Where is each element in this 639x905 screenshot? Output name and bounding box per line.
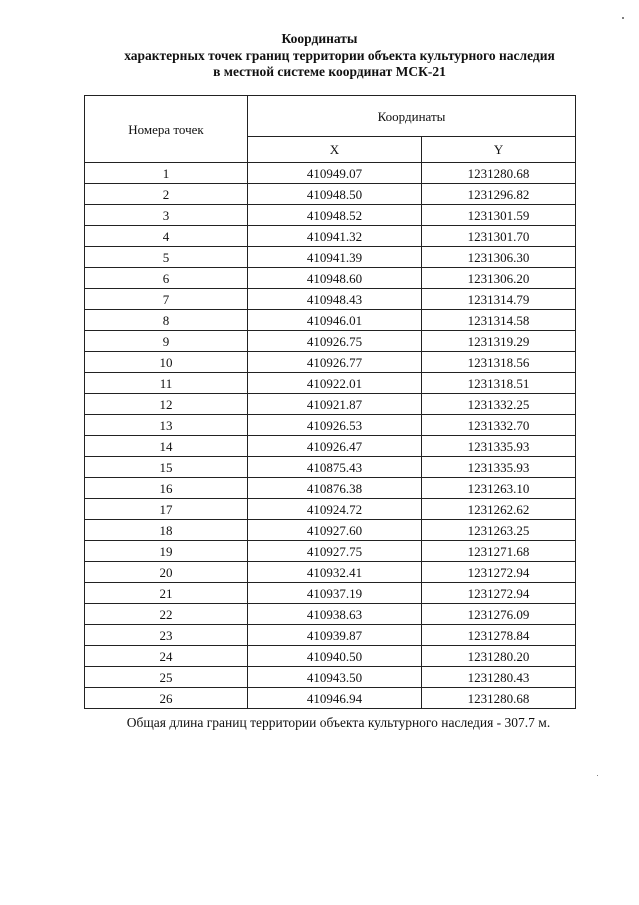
point-number-cell: 14 [85, 436, 248, 457]
y-coordinate-cell: 1231301.70 [422, 226, 576, 247]
x-coordinate-cell: 410939.87 [248, 625, 422, 646]
document-subtitle-system: в местной системе координат МСК-21 [213, 64, 446, 79]
table-row [85, 562, 576, 583]
point-number-cell: 22 [85, 604, 248, 625]
x-coordinate-cell: 410949.07 [248, 163, 422, 184]
y-coordinate-cell: 1231272.94 [422, 583, 576, 604]
header-y: Y [422, 137, 576, 163]
table-row [85, 310, 576, 331]
x-coordinate-cell: 410941.39 [248, 247, 422, 268]
y-coordinate-cell: 1231318.56 [422, 352, 576, 373]
table-row [85, 541, 576, 562]
document-title: Координаты [281, 31, 358, 46]
scan-speck [622, 17, 624, 19]
point-number-cell: 8 [85, 310, 248, 331]
y-coordinate-cell: 1231276.09 [422, 604, 576, 625]
y-coordinate-cell: 1231306.30 [422, 247, 576, 268]
x-coordinate-cell: 410946.94 [248, 688, 422, 709]
table-row [85, 163, 576, 184]
point-number-cell: 21 [85, 583, 248, 604]
x-coordinate-cell: 410926.53 [248, 415, 422, 436]
x-coordinate-cell: 410948.50 [248, 184, 422, 205]
table-row [85, 373, 576, 394]
point-number-cell: 24 [85, 646, 248, 667]
y-coordinate-cell: 1231271.68 [422, 541, 576, 562]
table-row [85, 604, 576, 625]
point-number-cell: 20 [85, 562, 248, 583]
table-row [85, 583, 576, 604]
y-coordinate-cell: 1231272.94 [422, 562, 576, 583]
point-number-cell: 3 [85, 205, 248, 226]
point-number-cell: 13 [85, 415, 248, 436]
x-coordinate-cell: 410938.63 [248, 604, 422, 625]
x-coordinate-cell: 410927.75 [248, 541, 422, 562]
y-coordinate-cell: 1231278.84 [422, 625, 576, 646]
table-row [85, 646, 576, 667]
table-row [85, 436, 576, 457]
table-row [85, 520, 576, 541]
document-subtitle: характерных точек границ территории объекта культурного наследия [124, 48, 555, 63]
point-number-cell: 25 [85, 667, 248, 688]
y-coordinate-cell: 1231280.20 [422, 646, 576, 667]
x-coordinate-cell: 410943.50 [248, 667, 422, 688]
point-number-cell: 1 [85, 163, 248, 184]
x-coordinate-cell: 410941.32 [248, 226, 422, 247]
x-coordinate-cell: 410948.60 [248, 268, 422, 289]
point-number-cell: 18 [85, 520, 248, 541]
y-coordinate-cell: 1231296.82 [422, 184, 576, 205]
point-number-cell: 9 [85, 331, 248, 352]
table-row [85, 688, 576, 709]
x-coordinate-cell: 410940.50 [248, 646, 422, 667]
x-coordinate-cell: 410876.38 [248, 478, 422, 499]
x-coordinate-cell: 410946.01 [248, 310, 422, 331]
x-coordinate-cell: 410922.01 [248, 373, 422, 394]
table-row [85, 247, 576, 268]
point-number-cell: 7 [85, 289, 248, 310]
point-number-cell: 10 [85, 352, 248, 373]
table-body [85, 163, 576, 709]
table-row [85, 667, 576, 688]
x-coordinate-cell: 410927.60 [248, 520, 422, 541]
coordinates-table [84, 95, 576, 709]
x-coordinate-cell: 410924.72 [248, 499, 422, 520]
table-row [85, 394, 576, 415]
point-number-cell: 4 [85, 226, 248, 247]
y-coordinate-cell: 1231262.62 [422, 499, 576, 520]
table-row [85, 625, 576, 646]
x-coordinate-cell: 410948.43 [248, 289, 422, 310]
y-coordinate-cell: 1231318.51 [422, 373, 576, 394]
point-number-cell: 19 [85, 541, 248, 562]
point-number-cell: 17 [85, 499, 248, 520]
x-coordinate-cell: 410875.43 [248, 457, 422, 478]
table-row [85, 226, 576, 247]
point-number-cell: 16 [85, 478, 248, 499]
x-coordinate-cell: 410932.41 [248, 562, 422, 583]
x-coordinate-cell: 410926.47 [248, 436, 422, 457]
table-row [85, 478, 576, 499]
table-row [85, 184, 576, 205]
table-row [85, 289, 576, 310]
table-row [85, 457, 576, 478]
table-row [85, 205, 576, 226]
point-number-cell: 12 [85, 394, 248, 415]
y-coordinate-cell: 1231335.93 [422, 436, 576, 457]
y-coordinate-cell: 1231280.68 [422, 688, 576, 709]
y-coordinate-cell: 1231301.59 [422, 205, 576, 226]
total-length-note: Общая длина границ территории объекта культурного наследия - 307.7 м. [126, 715, 551, 730]
point-number-cell: 11 [85, 373, 248, 394]
y-coordinate-cell: 1231280.68 [422, 163, 576, 184]
y-coordinate-cell: 1231280.43 [422, 667, 576, 688]
y-coordinate-cell: 1231319.29 [422, 331, 576, 352]
y-coordinate-cell: 1231314.79 [422, 289, 576, 310]
table-row [85, 499, 576, 520]
point-number-cell: 15 [85, 457, 248, 478]
x-coordinate-cell: 410937.19 [248, 583, 422, 604]
point-number-cell: 23 [85, 625, 248, 646]
x-coordinate-cell: 410921.87 [248, 394, 422, 415]
y-coordinate-cell: 1231263.25 [422, 520, 576, 541]
point-number-cell: 5 [85, 247, 248, 268]
y-coordinate-cell: 1231335.93 [422, 457, 576, 478]
table-row [85, 268, 576, 289]
table-row [85, 352, 576, 373]
point-number-cell: 26 [85, 688, 248, 709]
table-row [85, 415, 576, 436]
point-number-cell: 2 [85, 184, 248, 205]
point-number-cell: 6 [85, 268, 248, 289]
x-coordinate-cell: 410926.77 [248, 352, 422, 373]
y-coordinate-cell: 1231263.10 [422, 478, 576, 499]
x-coordinate-cell: 410926.75 [248, 331, 422, 352]
y-coordinate-cell: 1231332.25 [422, 394, 576, 415]
header-coordinates: Координаты [248, 96, 576, 137]
y-coordinate-cell: 1231306.20 [422, 268, 576, 289]
table-row [85, 331, 576, 352]
scan-speck [597, 775, 598, 776]
y-coordinate-cell: 1231332.70 [422, 415, 576, 436]
y-coordinate-cell: 1231314.58 [422, 310, 576, 331]
x-coordinate-cell: 410948.52 [248, 205, 422, 226]
header-x: X [248, 137, 422, 163]
header-point-numbers: Номера точек [85, 96, 248, 163]
